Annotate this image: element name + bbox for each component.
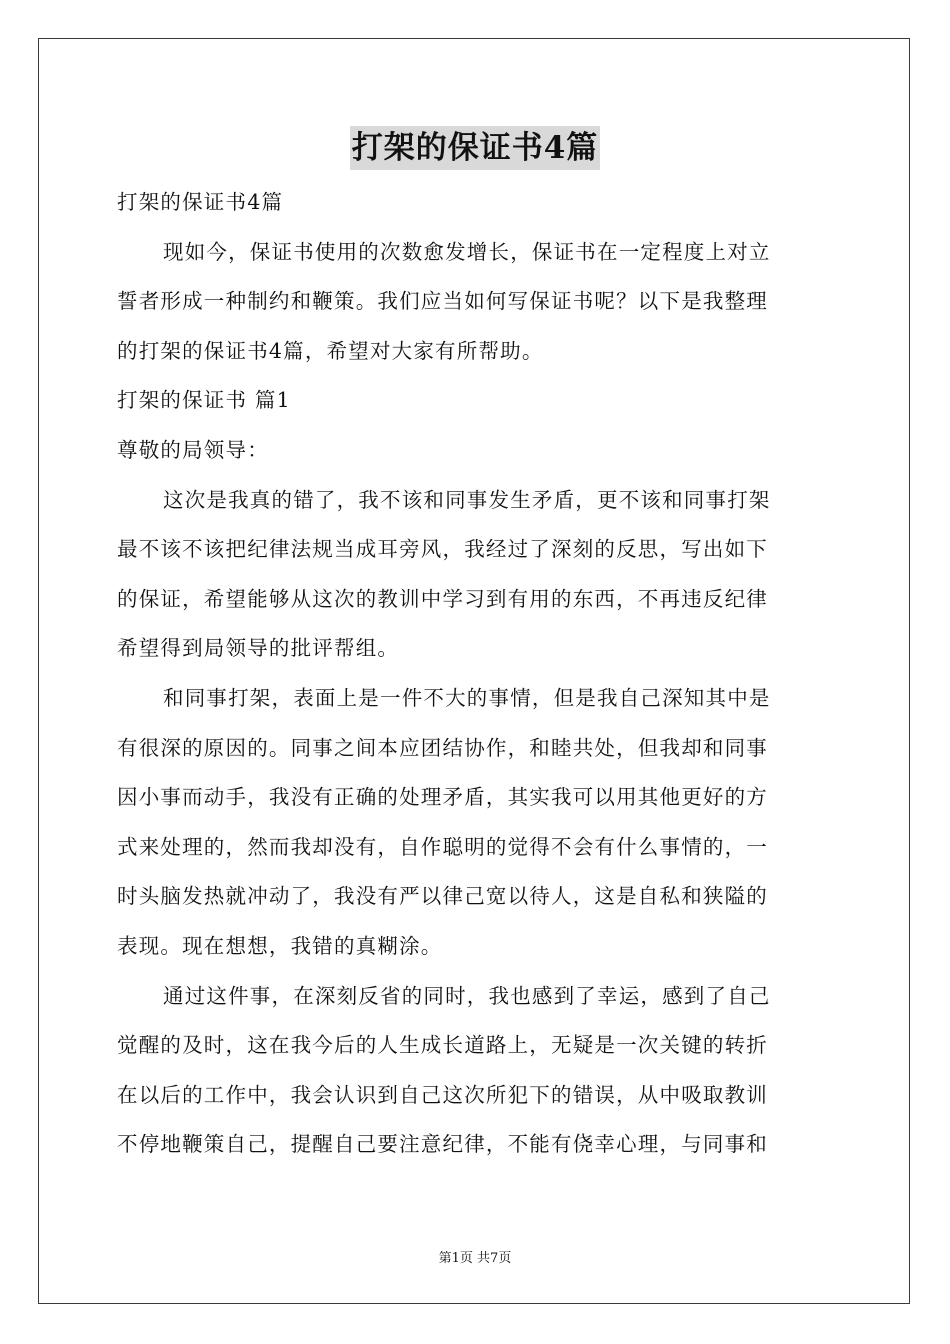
document-body [117, 178, 835, 1170]
text-line: 的打架的保证书4篇，希望对大家有所帮助。 [117, 338, 544, 363]
text-line: 最不该不该把纪律法规当成耳旁风，我经过了深刻的反思，写出如下 [117, 537, 768, 562]
page-footer: 第1页 共7页 [438, 1251, 512, 1266]
text-line: 希望得到局领导的批评帮组。 [117, 636, 400, 661]
text-line: 誓者形成一种制约和鞭策。我们应当如何写保证书呢？以下是我整理 [117, 289, 768, 314]
text-line: 这次是我真的错了，我不该和同事发生矛盾，更不该和同事打架 [163, 487, 771, 512]
text-line: 因小事而动手，我没有正确的处理矛盾，其实我可以用其他更好的方 [117, 785, 768, 810]
text-line: 不停地鞭策自己，提醒自己要注意纪律，不能有侥幸心理，与同事和 [117, 1132, 768, 1157]
text-line: 的保证，希望能够从这次的教训中学习到有用的东西，不再违反纪律 [117, 586, 768, 611]
text-line: 和同事打架，表面上是一件不大的事情，但是我自己深知其中是 [163, 685, 771, 710]
text-line: 现如今，保证书使用的次数愈发增长，保证书在一定程度上对立 [163, 239, 771, 264]
text-line: 打架的保证书4篇 [117, 190, 284, 214]
salutation: 尊敬的局领导： [117, 437, 269, 462]
text-line: 觉醒的及时，这在我今后的人生成长道路上，无疑是一次关键的转折 [117, 1033, 768, 1058]
text-line: 时头脑发热就冲动了，我没有严以律己宽以待人，这是自私和狭隘的 [117, 884, 768, 909]
text-line: 有很深的原因的。同事之间本应团结协作，和睦共处，但我却和同事 [117, 735, 768, 760]
text-line: 表现。现在想想，我错的真糊涂。 [117, 933, 443, 958]
title-container [0, 126, 950, 170]
text-line: 通过这件事，在深刻反省的同时，我也感到了幸运，感到了自己 [163, 983, 771, 1008]
text-line: 在以后的工作中，我会认识到自己这次所犯下的错误，从中吸取教训 [117, 1082, 768, 1107]
text-line: 式来处理的，然而我却没有，自作聪明的觉得不会有什么事情的，一 [117, 834, 768, 859]
document-title: 打架的保证书4篇 [350, 126, 601, 170]
section-heading: 打架的保证书 篇1 [117, 388, 291, 413]
